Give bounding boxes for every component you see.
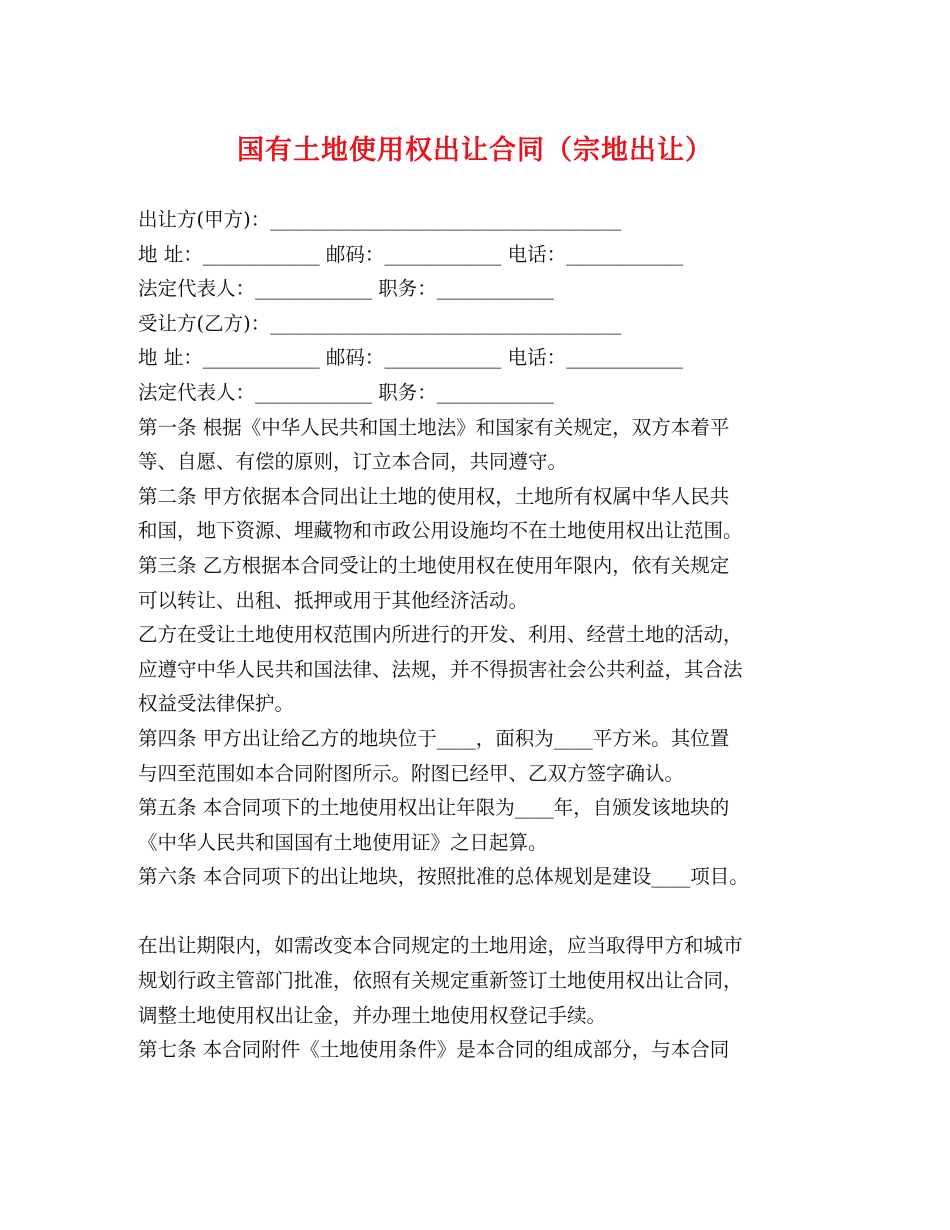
text-line: 受让方(乙方)：____________________________________ <box>138 311 622 335</box>
text-line: 调整土地使用权出让金，并办理土地使用权登记手续。 <box>138 1003 607 1027</box>
text-line: 与四至范围如本合同附图所示。附图已经甲、乙双方签字确认。 <box>138 761 685 785</box>
text-line: 法定代表人：____________ 职务：____________ <box>138 277 554 301</box>
text-line: 出让方(甲方)：____________________________________ <box>138 208 622 231</box>
text-line: 第三条 乙方根据本合同受让的土地使用权在使用年限内，依有关规定 <box>138 553 730 577</box>
text-line: 第四条 甲方出让给乙方的地块位于____，面积为____平方米。其位置 <box>138 726 730 750</box>
text-line: 第一条 根据《中华人民共和国土地法》和国家有关规定，双方本着平 <box>138 415 730 439</box>
text-line: 第六条 本合同项下的出让地块，按照批准的总体规划是建设____项目。 <box>138 865 749 889</box>
text-line: 在出让期限内，如需改变本合同规定的土地用途，应当取得甲方和城市 <box>138 934 743 958</box>
text-line: 应遵守中华人民共和国法律、法规，并不得损害社会公共利益，其合法 <box>138 657 743 681</box>
text-line: 乙方在受让土地使用权范围内所进行的开发、利用、经营土地的活动， <box>138 623 743 647</box>
text-line: 第七条 本合同附件《土地使用条件》是本合同的组成部分，与本合同 <box>138 1038 730 1062</box>
document-title: 国有土地使用权出让合同（宗地出让） <box>237 135 713 166</box>
text-line: 法定代表人：____________ 职务：____________ <box>138 380 554 404</box>
text-line: 第二条 甲方依据本合同出让土地的使用权，土地所有权属中华人民共 <box>138 484 730 508</box>
text-line: 地 址：____________ 邮码：____________ 电话：____________ <box>138 242 684 266</box>
text-line: 地 址：____________ 邮码：____________ 电话：____________ <box>138 346 684 370</box>
text-line: 规划行政主管部门批准，依照有关规定重新签订土地使用权出让合同， <box>138 969 743 993</box>
text-line: 《中华人民共和国国有土地使用证》之日起算。 <box>138 830 548 854</box>
text-line: 和国，地下资源、埋藏物和市政公用设施均不在土地使用权出让范围。 <box>138 519 743 543</box>
text-line: 第五条 本合同项下的土地使用权出让年限为____年，自颁发该地块的 <box>138 796 730 820</box>
text-line: 可以转让、出租、抵押或用于其他经济活动。 <box>138 588 529 612</box>
document-body <box>138 203 828 1068</box>
text-line: 等、自愿、有偿的原则，订立本合同，共同遵守。 <box>138 450 568 474</box>
text-line: 权益受法律保护。 <box>138 692 295 716</box>
paragraph-gap <box>138 895 828 930</box>
